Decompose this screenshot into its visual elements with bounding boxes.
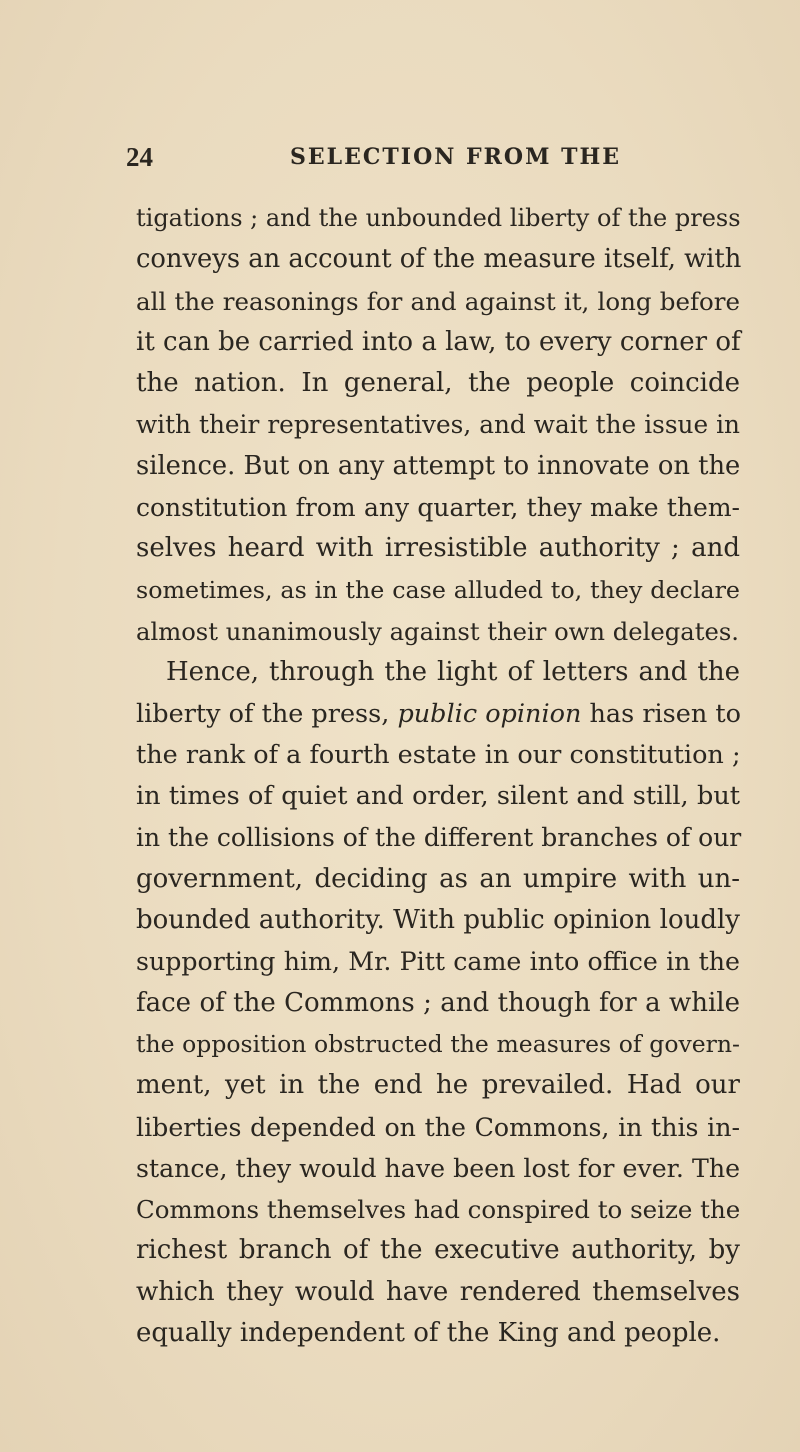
text-segment: has risen to: [581, 698, 741, 729]
text-line: in times of quiet and order, silent and still, but: [136, 781, 740, 812]
text-segment: liberty of the press,: [136, 698, 398, 729]
text-line: face of the Commons ; and though for a while: [136, 987, 740, 1018]
italic-phrase: public opinion: [397, 698, 582, 729]
text-line: selves heard with irresistible authority ; and: [136, 533, 740, 564]
text-line: it can be carried into a law, to every corner of: [136, 326, 741, 357]
text-line: sometimes, as in the case alluded to, they declare: [136, 575, 740, 604]
running-head: SELECTION FROM THE: [290, 144, 622, 170]
text-line: supporting him, Mr. Pitt came into office in the: [136, 947, 740, 977]
text-line: the nation. In general, the people coincide: [136, 368, 740, 399]
paragraph-start-line: Hence, through the light of letters and the: [166, 657, 740, 688]
text-line: constitution from any quarter, they make them-: [136, 493, 740, 523]
text-line: all the reasonings for and against it, long before: [136, 286, 740, 316]
text-line: in the collisions of the different branches of our: [136, 823, 742, 853]
text-line: conveys an account of the measure itself, with: [136, 244, 742, 275]
text-line-with-italic: [136, 694, 740, 735]
text-line: stance, they would have been lost for ever. The: [136, 1153, 741, 1183]
text-line: with their representatives, and wait the issue in: [136, 410, 740, 440]
text-line: which they would have rendered themselves: [136, 1276, 740, 1307]
text-line: richest branch of the executive authority, by: [136, 1235, 740, 1266]
text-line: ment, yet in the end he prevailed. Had our: [136, 1070, 740, 1101]
text-line: tigations ; and the unbounded liberty of the press: [136, 204, 741, 232]
text-line: liberties depended on the Commons, in this in-: [136, 1112, 740, 1142]
text-line: Commons themselves had conspired to seize the: [136, 1195, 741, 1225]
text-line: equally independent of the King and people.: [136, 1318, 721, 1349]
text-line: almost unanimously against their own delegates.: [136, 616, 739, 646]
text-line: government, deciding as an umpire with un-: [136, 863, 740, 894]
text-line: the rank of a fourth estate in our constitution ;: [136, 739, 741, 770]
text-line: bounded authority. With public opinion loudly: [136, 905, 740, 936]
body-text: [136, 198, 740, 1354]
text-line: the opposition obstructed the measures of govern-: [136, 1029, 740, 1058]
page-header: [126, 142, 738, 182]
page-number: 24: [126, 142, 153, 172]
text-line: silence. But on any attempt to innovate on the: [136, 450, 741, 481]
